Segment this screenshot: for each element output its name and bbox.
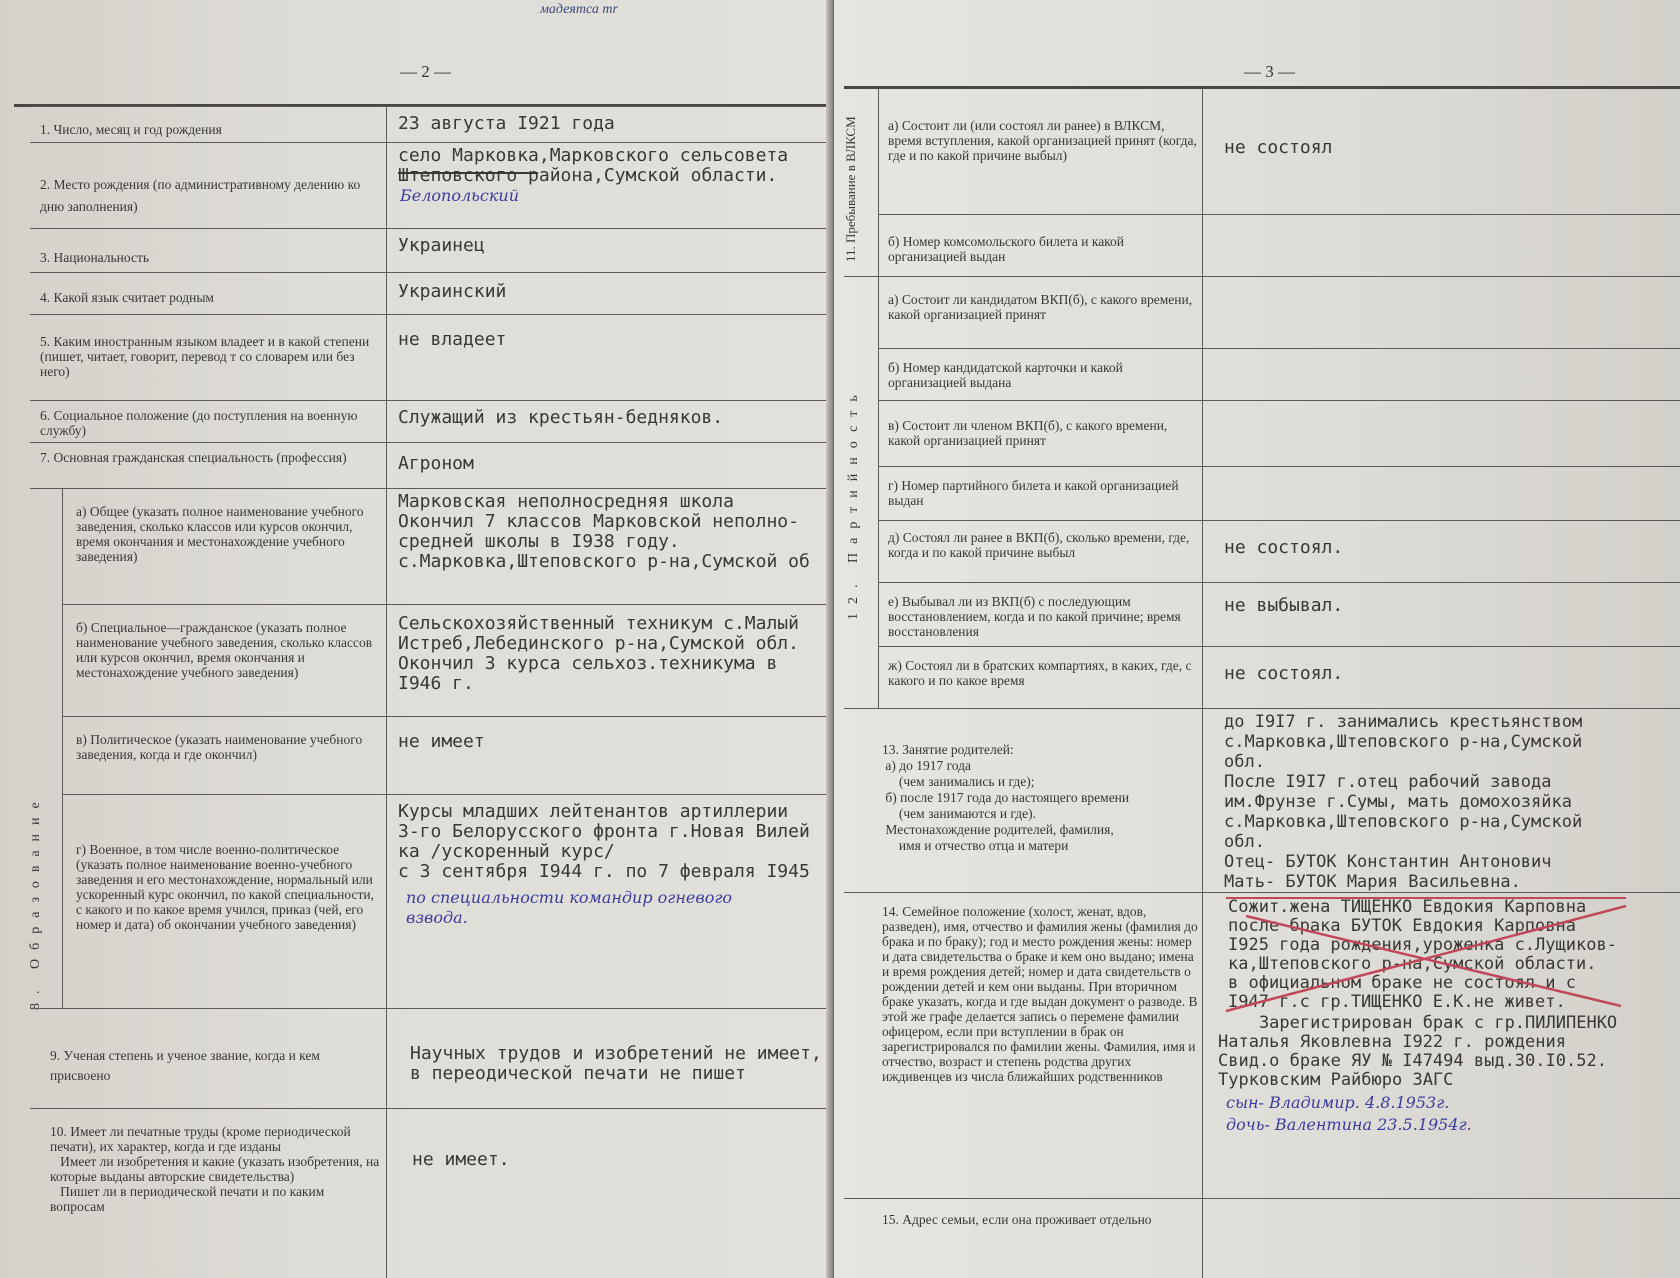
question-academic-degree: 9. Ученая степень и ученое звание, когда и кем присвоено [50, 1048, 320, 1083]
strikethrough-mark [398, 166, 543, 180]
question-edu-political: в) Политическое (указать наименование учебного заведения, когда и где окончил) [76, 732, 363, 762]
question-party-d: г) Номер партийного билета и какой организацией выдан [888, 478, 1179, 508]
answer-nationality: Украинец [398, 235, 485, 256]
question-party-g: ж) Состоял ли в братских компартиях, в каких, где, с какого и по какое время [888, 658, 1192, 688]
right-page [834, 0, 1680, 1278]
answer-family: Зарегистрирован брак с гр.ПИЛИПЕНКО Наталья Яковлевна I922 г. рождения Свид.о браке ЯУ № I47494 выд.30.I0.52. Турковским Райбюро ЗАГС [1218, 1013, 1618, 1090]
question-birthplace: 2. Место рождения (по административному делению ко дню заполнения) [40, 177, 361, 214]
top-scrawl: мадеятса тr [540, 2, 618, 17]
question-native-language: 4. Какой язык считает родным [40, 290, 214, 305]
answer-birthplace: село Марковка,Марковского сельсовета Штеповского района,Сумской области. [398, 145, 789, 186]
answer-vlksm-a: не состоял [1224, 137, 1333, 158]
question-profession: 7. Основная гражданская специальность (профессия) [40, 450, 347, 465]
answer-parents: до I9I7 г. занимались крестьянством с.Марковка,Штеповского р-на,Сумской обл. После I9I7 г.отец рабочий завода им.Фрунзе г.Сумы, мать домохозяйка с.Марковка,Штеповского р-на,Сумской обл. Отец- БУТОК Константин Антонович Мать- БУТОК Мария Васильевна. [1224, 712, 1583, 892]
handwritten-correction: Белопольский [400, 186, 520, 205]
question-nationality: 3. Национальность [40, 250, 150, 265]
question-party-a: а) Состоит ли кандидатом ВКП(б), с какого времени, какой организацией принят [888, 292, 1193, 322]
vlksm-label: 11. Пребывание в ВЛКСМ [843, 116, 858, 262]
answer-family-struck: Сожит.жена ТИЩЕНКО Евдокия Карповна после брака БУТОК Евдокия Карповна I925 года рождения,уроженка с.Лущиков- ка,Штеповского области. в официальном браке не состоял и с I947 г.с гр.ТИЩЕНКО Е.К.не живет. [1228, 897, 1617, 1012]
column-divider-left [386, 106, 387, 1278]
question-vlksm-b: б) Номер комсомольского билета и какой организацией выдан [888, 234, 1125, 264]
question-vlksm-a: а) Состоит ли (или состоял ли ранее) в ВЛКСМ, время вступления, какой организацией принят (когда, где и по какой причине выбыл) [888, 118, 1197, 163]
answer-edu-general: Марковская неполносредняя школа Окончил 7 классов Марковской неполно- средней школы в I938 году. с.Марковка,Штеповского р-на,Сумской об [398, 491, 810, 572]
section-label-divider [878, 88, 879, 708]
question-party-c: в) Состоит ли членом ВКП(б), с какого времени, какой организацией принят [888, 418, 1168, 448]
answer-party-e: не состоял. [1224, 537, 1344, 558]
answer-native-language: Украинский [398, 281, 507, 302]
left-page [0, 0, 832, 1278]
question-party-e: д) Состоял ли ранее в ВКП(б), сколько времени, где, когда и по какой причине выбыл [888, 530, 1190, 560]
question-foreign-language: 5. Каким иностранным языком владеет и в какой степени (пишет, читает, говорит, перевод т со словарем или без него) [40, 334, 370, 379]
question-birthdate: 1. Число, месяц и год рождения [40, 122, 222, 137]
answer-publications: не имеет. [412, 1149, 510, 1170]
answer-edu-military: Курсы младших лейтенантов артиллерии 3-го Белорусского фронта г.Новая Вилей ка /ускоренный курс/ с 3 сентября I944 г. по 7 февраля I945 [398, 801, 810, 882]
question-party-f: е) Выбывал ли из ВКП(б) с последующим восстановлением, когда и по какой причине; время восстановления [888, 594, 1181, 639]
answer-edu-political: не имеет [398, 731, 485, 752]
answer-social-status: Служащий из крестьян-бедняков. [398, 407, 724, 428]
party-label: 12. Партийность [846, 386, 861, 620]
question-publications: 10. Имеет ли печатные труды (кроме периодической печати), их характер, когда и где изданы Имеет ли изобретения и какие (указать изобретения, на которые выданы авторские свидетельства) Пишет ли в периодической печати и по каким вопросам [50, 1124, 380, 1214]
question-family-address: 15. Адрес семьи, если она проживает отдельно [882, 1212, 1152, 1227]
handwritten-children: сын- Владимир. 4.8.1953г. дочь- Валентина 23.5.1954г. [1226, 1093, 1472, 1134]
answer-edu-special: Сельскохозяйственный техникум с.Малый Истреб,Лебединского р-на,Сумской обл. Окончил 3 курса сельхоз.техникума в I946 г. [398, 613, 799, 694]
answer-academic-degree: Научных трудов и изобретений не имеет, в переодической печати не пишет [410, 1043, 822, 1084]
education-label: 8. Образование [28, 793, 43, 1010]
answer-profession: Агроном [398, 453, 474, 474]
question-social-status: 6. Социальное положение (до поступления на военную службу) [40, 408, 358, 438]
answer-foreign-language: не владеет [398, 329, 507, 350]
question-edu-general: а) Общее (указать полное наименование учебного заведения, сколько классов или курсов окончил, время окончания и местонахождение учебного заведения) [76, 504, 364, 564]
question-parents: 13. Занятие родителей: а) до 1917 года (чем занимались и где); б) после 1917 года до настоящего времени (чем занимаются и где). Местонахождение родителей, фамилия, имя и отчество отца и матери [882, 742, 1130, 853]
question-edu-special: б) Специальное—гражданское (указать полное наименование учебного заведения, сколько классов или курсов окончил, время окончания и местонахождение учебного заведения) [76, 620, 373, 680]
column-divider-right [1202, 88, 1203, 1278]
top-rule-right [844, 86, 1680, 89]
answer-birthdate: 23 августа I921 года [398, 113, 615, 134]
handwritten-military-specialty: по специальности командир огневого взвода. [406, 888, 733, 927]
answer-party-f: не выбывал. [1224, 595, 1344, 616]
page-number-left: — 2 — [400, 62, 451, 81]
question-edu-military: г) Военное, в том числе военно-политическое (указать полное наименование военно-учебного заведения и его местонахождение, нормальный или ускоренный курс окончил, по какой специальности, с какого и по какое время учился, приказ (чей, его номер и дата) об окончании учебного заведения) [76, 842, 374, 932]
cross-out-mark [1226, 896, 1636, 1016]
education-label-divider [62, 488, 63, 1008]
answer-party-g: не состоял. [1224, 663, 1344, 684]
question-family-status: 14. Семейное положение (холост, женат, вдов, разведен), имя, отчество и фамилия жены (фамилия до брака и по браку); год и место рождения жены: номер и дата свидетельства о браке и кем оно выдано; имена и время рождения детей; номер и дата свидетельств о рождении детей и кем они выданы. При вторичном браке указать, когда и где выдан документ о разводе. В этой же графе делается запись о перемене фамилии офицером, если при вступлении в брак он зарегистрировался по фамилии жены. Фамилия, имя и отчество, возраст и степень родства других иждивенцев из числа ближайших родственников [882, 904, 1198, 1084]
question-party-b: б) Номер кандидатской карточки и какой организацией выдана [888, 360, 1123, 390]
page-number-right: — 3 — [1244, 62, 1295, 81]
